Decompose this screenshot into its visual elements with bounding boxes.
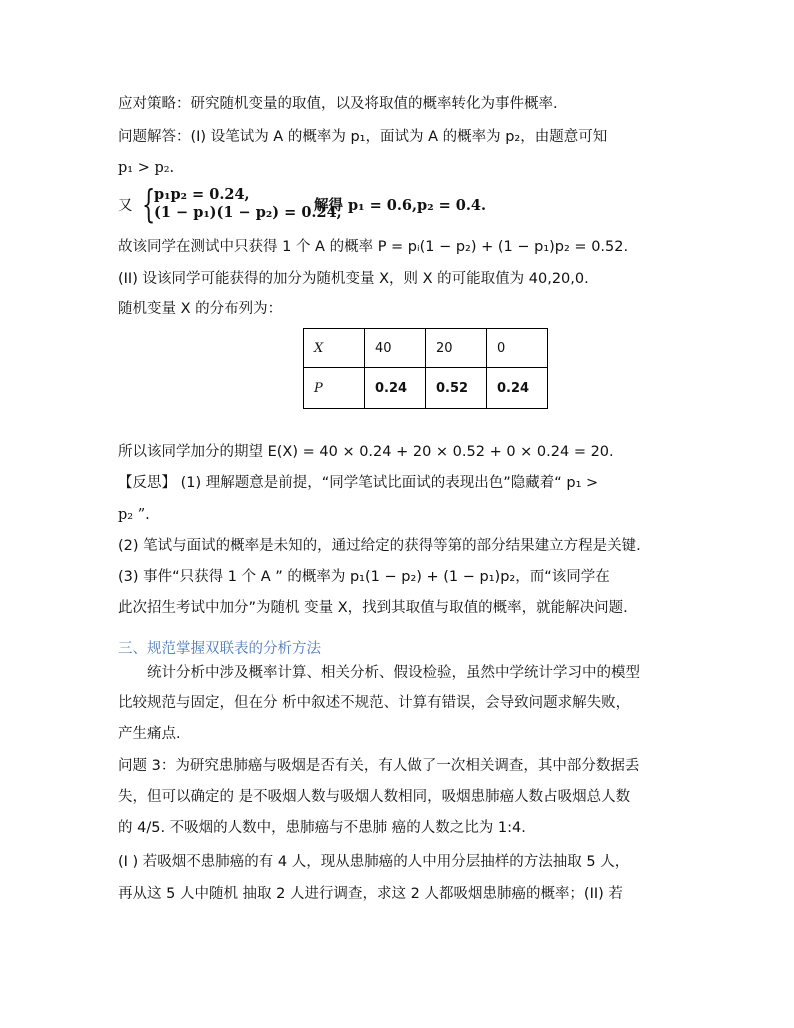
- table-row: [304, 329, 548, 368]
- problem-line-2: 失，但可以确定的 是不吸烟人数与吸烟人数相同，吸烟患肺癌人数占吸烟总人数: [118, 789, 631, 805]
- table-cell: X: [304, 329, 365, 368]
- equation-row-1: p₁p₂ = 0.24,: [154, 186, 250, 203]
- equation-row-2: (1 − p₁)(1 − p₂) = 0.24,: [154, 204, 342, 221]
- answer-line-1: 问题解答：(I) 设笔试为 A 的概率为 p₁，面试为 A 的概率为 p₂，由题意可知: [118, 129, 608, 145]
- problem-line-3: 的 4/5. 不吸烟的人数中，患肺癌与不患肺 癌的人数之比为 1:4.: [118, 820, 526, 836]
- section-heading: 三、规范掌握双联表的分析方法: [118, 641, 321, 657]
- reflection-line-4: (3) 事件“只获得 1 个 A ” 的概率为 p₁(1 − p₂) + (1 − p₁)p₂，而“该同学在: [118, 569, 610, 585]
- part-two-line: (II) 设该同学可能获得的加分为随机变量 X，则 X 的可能取值为 40,20,0.: [118, 271, 589, 287]
- reflection-line-1: 【反思】 (1) 理解题意是前提，“同学笔试比面试的表现出色”隐藏着“ p₁ >: [118, 475, 599, 491]
- problem-line-4: (I ) 若吸烟不患肺癌的有 4 人，现从患肺癌的人中用分层抽样的方法抽取 5 人，: [118, 854, 630, 870]
- problem-line-1: 问题 3：为研究患肺癌与吸烟是否有关，有人做了一次相关调查，其中部分数据丢: [118, 758, 640, 774]
- probability-line: 故该同学在测试中只获得 1 个 A 的概率 P = pᵢ(1 − p₂) + (1 − p₁)p₂ = 0.52.: [118, 239, 629, 255]
- table-row: [304, 368, 548, 409]
- paragraph-line-1: 统计分析中涉及概率计算、相关分析、假设检验，虽然中学统计学习中的模型: [118, 665, 640, 681]
- expectation-line: 所以该同学加分的期望 E(X) = 40 × 0.24 + 20 × 0.52 + 0 × 0.24 = 20.: [118, 444, 614, 460]
- paragraph-line-2: 比较规范与固定，但在分 析中叙述不规范、计算有错误，会导致问题求解失败，: [118, 695, 631, 711]
- reflection-line-2: p₂ ”.: [118, 507, 150, 523]
- brace-symbol: {: [142, 182, 156, 226]
- table-cell: 0.24: [365, 368, 426, 409]
- table-cell: 40: [365, 329, 426, 368]
- table-cell: P: [304, 368, 365, 409]
- table-cell: 0.24: [487, 368, 548, 409]
- strategy-line: 应对策略：研究随机变量的取值，以及将取值的概率转化为事件概率.: [118, 96, 558, 112]
- distribution-intro: 随机变量 X 的分布列为：: [118, 301, 283, 317]
- equation-solution: 解得 p₁ = 0.6,p₂ = 0.4.: [314, 197, 487, 214]
- problem-line-5: 再从这 5 人中随机 抽取 2 人进行调查，求这 2 人都吸烟患肺癌的概率；(II) 若: [118, 886, 623, 902]
- table-cell: 0.52: [426, 368, 487, 409]
- equation-prefix: 又: [118, 198, 133, 214]
- reflection-line-3: (2) 笔试与面试的概率是未知的，通过给定的获得等第的部分结果建立方程是关键.: [118, 538, 641, 554]
- paragraph-line-3: 产生痛点.: [118, 726, 181, 742]
- table-cell: 20: [426, 329, 487, 368]
- distribution-table: [303, 328, 548, 409]
- reflection-line-5: 此次招生考试中加分”为随机 变量 X，找到其取值与取值的概率，就能解决问题.: [118, 600, 628, 616]
- answer-line-2: p₁ > p₂.: [118, 160, 175, 176]
- table-cell: 0: [487, 329, 548, 368]
